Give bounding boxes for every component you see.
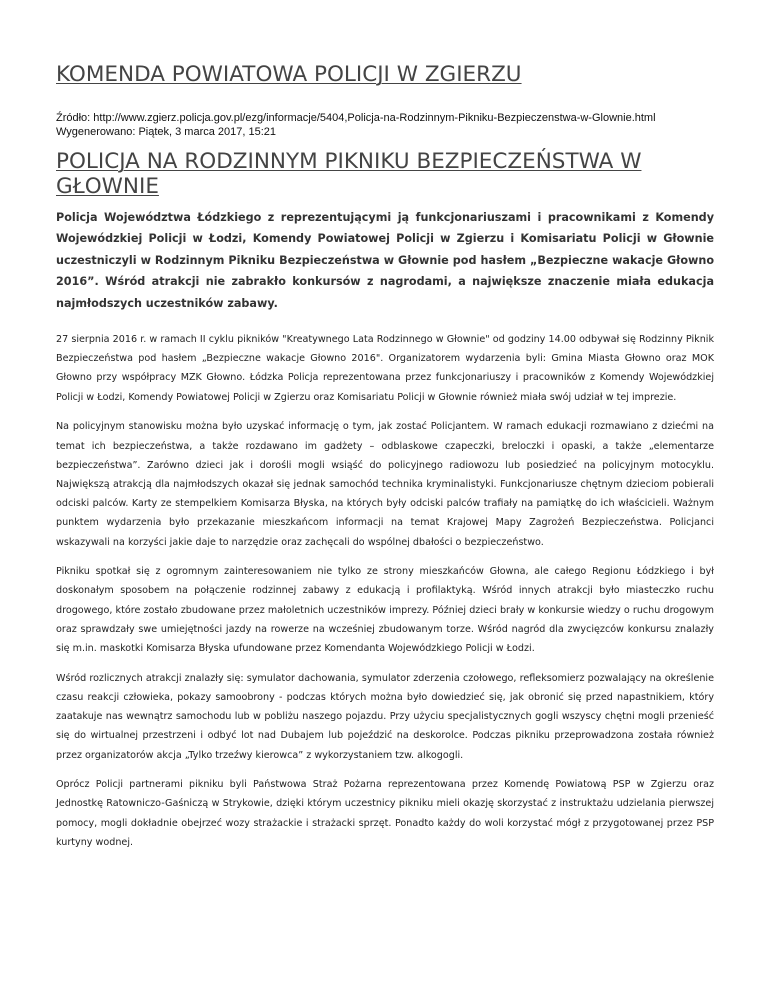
article-title: POLICJA NA RODZINNYM PIKNIKU BEZPIECZEŃSTWA W GŁOWNIE xyxy=(56,149,642,199)
article-paragraph: Na policyjnym stanowisku można było uzyskać informację o tym, jak zostać Policjantem. W ramach edukacji rozmawiano z dziećmi na temat ich bezpieczeństwa, a także rozdawano im gadżety – odblaskowe czapeczki, breloczki i opaski, a także „elementarze bezpieczeństwa”. Zarówno dzieci jak i dorośli mogli wsiąść do policyjnego radiowozu lub posiedzieć na policyjnym motocyklu. Największą atrakcją dla najmłodszych okazał się jednak samochód technika kryminalistyki. Funkcjonariusze chętnym dzieciom pobierali odciski palców. Karty ze stempelkiem Komisarza Błyska, na których były odciski palców trafiały na pamiątkę do ich właścicieli. Ważnym punktem wydarzenia było przekazanie mieszkańcom informacji na temat Krajowej Mapy Zagrożeń Bezpieczeństwa. Policjanci wskazywali na korzyści jakie daje to narzędzie oraz zachęcali do wspólnej dbałości o bezpieczeństwo. xyxy=(56,421,714,548)
generated-date: Wygenerowano: Piątek, 3 marca 2017, 15:21 xyxy=(56,125,277,138)
document-meta xyxy=(56,112,714,139)
article-paragraph: Wśród rozlicznych atrakcji znalazły się: symulator dachowania, symulator zderzenia czołowego, refleksomierz pozwalający na określenie czasu reakcji człowieka, pokazy samoobrony - podczas których można było dowiedzieć się, jak obronić się przed napastnikiem, który zaatakuje nas wewnątrz samochodu lub w pobliżu naszego pojazdu. Przy użyciu specjalistycznych gogli wszyscy chętni mogli przenieść się do wirtualnej przestrzeni i odbyć lot nad Dubajem lub pojeździć na deskorolce. Podczas pikniku przeprowadzona została również przez organizatorów akcja „Tylko trzeźwy kierowca” z wykorzystaniem tzw. alkogogli. xyxy=(56,672,714,761)
site-title: KOMENDA POWIATOWA POLICJI W ZGIERZU xyxy=(56,62,522,87)
source-url: Źródło: http://www.zgierz.policja.gov.pl/ezg/informacje/5404,Policja-na-Rodzinnym-Pikniku-Bezpieczenstwa-w-Glownie.html xyxy=(56,112,656,124)
article-body xyxy=(56,330,714,863)
article-paragraph: 27 sierpnia 2016 r. w ramach II cyklu pikników "Kreatywnego Lata Rodzinnego w Głownie" od godziny 14.00 odbywał się Rodzinny Piknik Bezpieczeństwa pod hasłem „Bezpieczne wakacje Głowno 2016". Organizatorem wydarzenia byli: Gmina Miasta Głowno oraz MOK Głowno przy współpracy MZK Głowno. Łódzka Policja reprezentowana przez funkcjonariuszy i pracowników z Komendy Wojewódzkiej Policji w Łodzi, Komendy Powiatowej Policji w Zgierzu oraz Komisariatu Policji w Głownie również miała swój udział w tej imprezie. xyxy=(56,334,714,403)
article-lead: Policja Województwa Łódzkiego z reprezentującymi ją funkcjonariuszami i pracownikami z Komendy Wojewódzkiej Policji w Łodzi, Komendy Powiatowej Policji w Zgierzu i Komisariatu Policji w Głownie uczestniczyli w Rodzinnym Pikniku Bezpieczeństwa w Głownie pod hasłem „Bezpieczne wakacje Głowno 2016”. Wśród atrakcji nie zabrakło konkursów z nagrodami, a największe znaczenie miała edukacja najmłodszych uczestników zabawy. xyxy=(56,211,714,310)
article-paragraph: Pikniku spotkał się z ogromnym zainteresowaniem nie tylko ze strony mieszkańców Głowna, ale całego Regionu Łódzkiego i był doskonałym sposobem na połączenie rodzinnej zabawy z edukacją i profilaktyką. Wśród innych atrakcji było miasteczko ruchu drogowego, które zostało zbudowane przez małoletnich uczestników imprezy. Później dzieci brały w konkursie wiedzy o ruchu drogowym oraz sprawdzały swe umiejętności jazdy na rowerze na wcześniej zbudowanym torze. Wśród nagród dla zwycięzców konkursu znalazły się m.in. maskotki Komisarza Błyska ufundowane przez Komendanta Wojewódzkiego Policji w Łodzi. xyxy=(56,566,714,655)
article-paragraph: Oprócz Policji partnerami pikniku byli Państwowa Straż Pożarna reprezentowana przez Komendę Powiatową PSP w Zgierzu oraz Jednostkę Ratowniczo-Gaśniczą w Strykowie, dzięki którym uczestnicy pikniku mieli okazję skorzystać z instruktażu udzielania pierwszej pomocy, mogli dokładnie obejrzeć wozy strażackie i strażacki sprzęt. Ponadto każdy do woli korzystać mógł z przygotowanej przez PSP kurtyny wodnej. xyxy=(56,779,714,848)
